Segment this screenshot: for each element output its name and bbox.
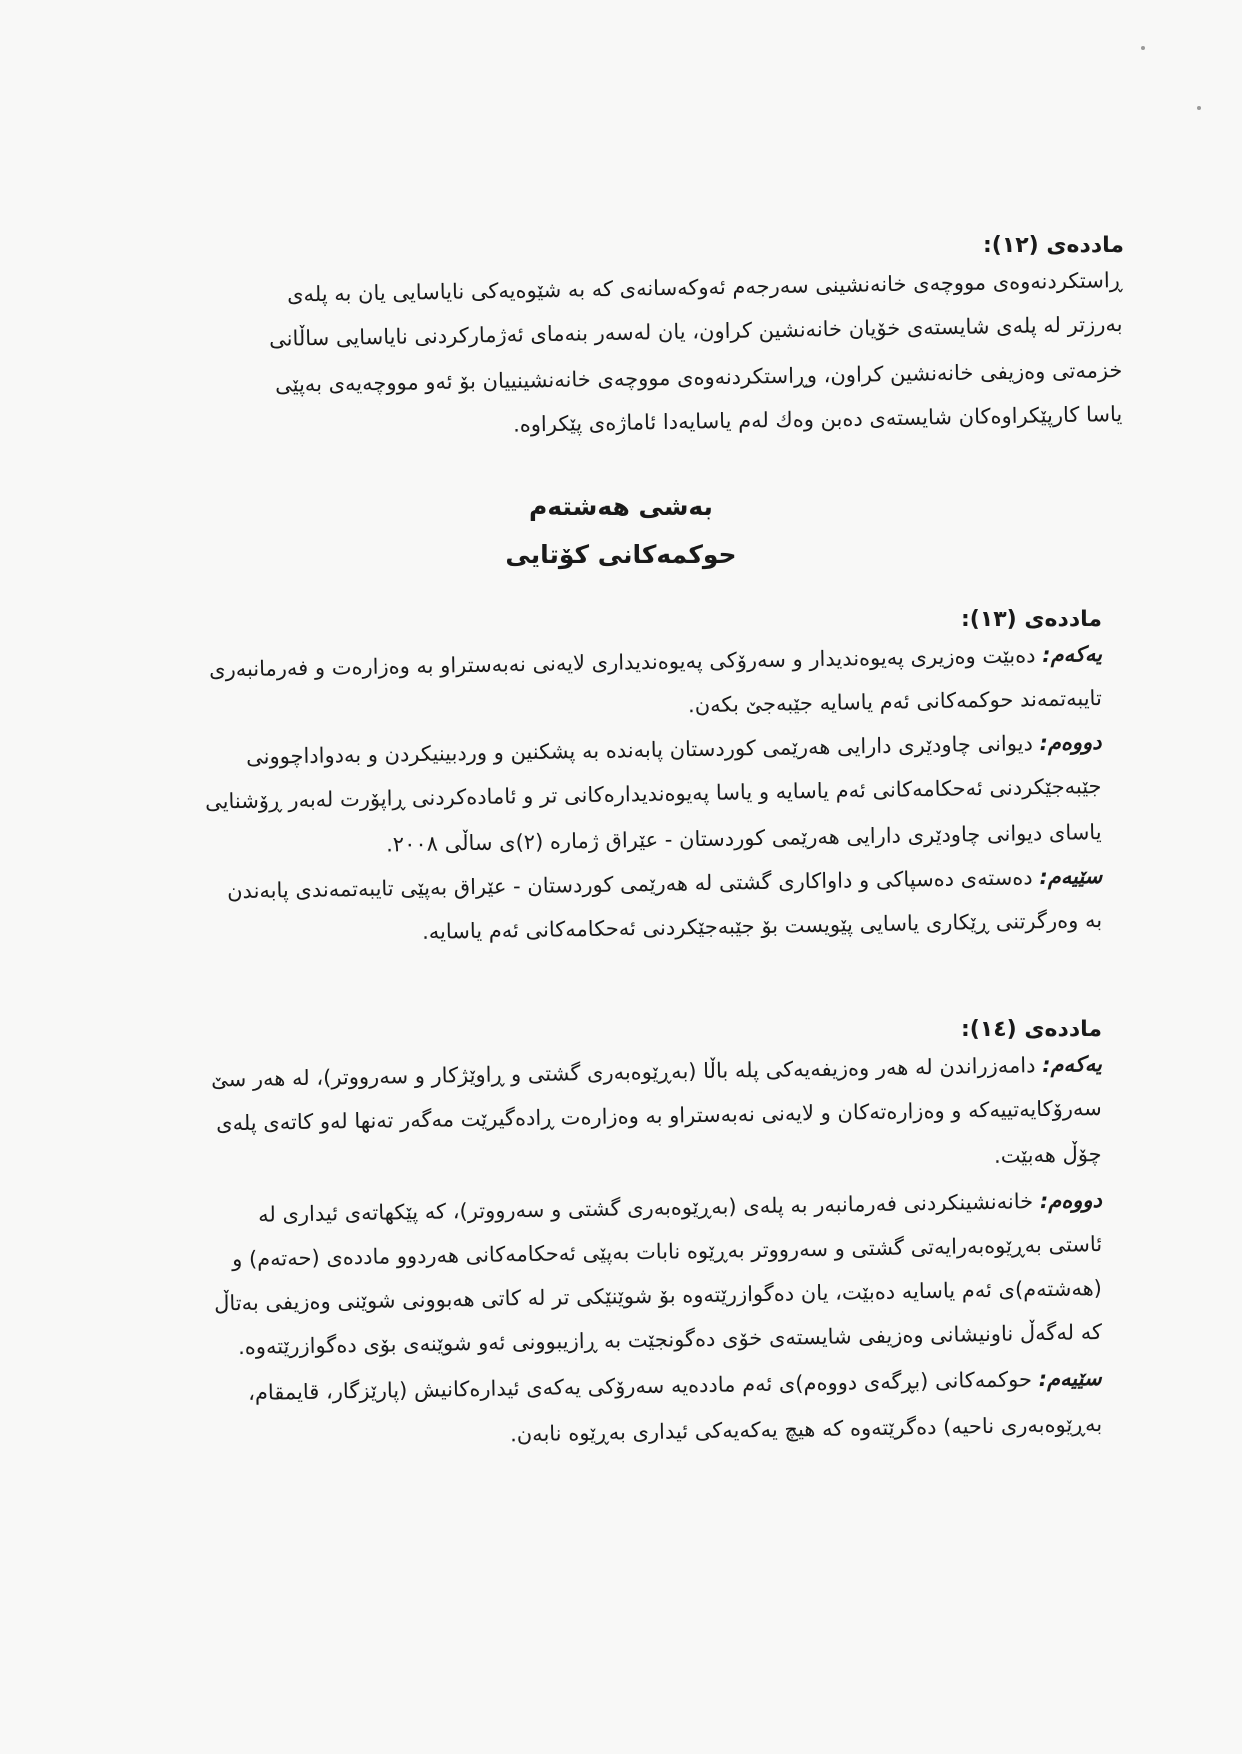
article-14-heading: ماددەی (١٤):: [960, 1017, 1102, 1042]
item-text: دیوانی چاودێری دارایی هەرێمی کوردستان پابەندە بە پشکنین و وردبینیکردن و بەدواداچوونی: [246, 731, 1041, 769]
article-13-item-2-cont: جێبەجێکردنی ئەحکامەکانی ئەم یاسایە و یاسا پەیوەندیدارەکانی تر و ئامادەکردنی ڕاپۆرت لەبەر ڕۆشنایی: [205, 774, 1103, 814]
article-13-item-2: [246, 728, 1102, 771]
article-14-item-1-cont: چۆڵ هەبێت.: [994, 1142, 1103, 1168]
article-13-item-3: [227, 862, 1103, 905]
article-14-item-1: [211, 1050, 1102, 1094]
item-label: یەکەم:: [1042, 1052, 1103, 1078]
article-14-item-3-cont: بەڕێوەبەری ناحیە) دەگرێتەوە کە هیچ یەکەیەکی ئیداری بەڕێوە نابەن.: [509, 1412, 1103, 1447]
article-13-heading: ماددەی (١٣):: [960, 607, 1102, 632]
scan-speck: [1141, 46, 1145, 50]
article-12-line: یاسا کارپێکراوەکان شایستەی دەبن وەك لەم یاسایەدا ئاماژەی پێکراوە.: [512, 402, 1123, 437]
item-text: دامەزراندن لە هەر وەزیفەیەکی پلە باڵا (بەڕێوەبەری گشتی و ڕاوێژکار و سەرووتر)، لە هەر سێ: [211, 1053, 1043, 1092]
article-13-item-2-cont: یاسای دیوانی چاودێری دارایی هەرێمی کوردستان - عێراق ژمارە (٢)ی ساڵی ٢٠٠٨.: [386, 820, 1103, 857]
article-14-item-2: [258, 1186, 1102, 1229]
item-label: سێیەم:: [1038, 864, 1103, 890]
section-subtitle: حوکمەکانی کۆتایی: [505, 540, 737, 569]
item-label: دووەم:: [1039, 1188, 1103, 1214]
scan-speck: [1197, 106, 1201, 110]
article-12-line: خزمەتی وەزیفی خانەنشین کراون، وڕاستکردنەوەی مووچەی خانەنشینییان بۆ ئەو مووچەیەی بەپێی: [274, 358, 1123, 397]
article-13-item-1: [209, 640, 1102, 684]
item-text: دەبێت وەزیری پەیوەندیدار و سەرۆکی پەیوەندیداری لایەنی نەبەستراو بە وەزارەت و فەرمانبەری: [208, 643, 1043, 682]
item-label: یەکەم:: [1042, 642, 1103, 668]
article-13-item-3-cont: بە وەرگرتنی ڕێکاری یاسایی پێویست بۆ جێبەجێکردنی ئەحکامەکانی ئەم یاسایە.: [421, 908, 1103, 944]
article-14-item-1-cont: سەرۆکایەتییەکە و وەزارەتەکان و لایەنی نەبەستراو بە وەزارەت ڕادەگیرێت مەگەر تەنها لەو کاتەی پلەی: [216, 1096, 1103, 1136]
section-title: بەشی هەشتەم: [529, 492, 713, 521]
item-text: خانەنشینکردنی فەرمانبەر بە پلەی (بەڕێوەبەری گشتی و سەرووتر)، کە پێکهاتەی ئیداری لە: [258, 1189, 1041, 1227]
article-12-heading: ماددەی (١٢):: [982, 233, 1124, 258]
article-14-item-3: [248, 1364, 1102, 1407]
article-12-line: بەرزتر لە پلەی شایستەی خۆیان خانەنشین کراون، یان لەسەر بنەمای ئەژمارکردنی نایاسایی ساڵانی: [268, 312, 1123, 351]
article-14-item-2-cont: (هەشتەم)ی ئەم یاسایە دەبێت، یان دەگوازرێتەوە بۆ شوێنێکی تر لە کاتی هەبوونی شوێنی وەزیفی بەتاڵ: [214, 1276, 1103, 1316]
item-label: دووەم:: [1039, 730, 1103, 756]
item-text: حوکمەکانی (بڕگەی دووەم)ی ئەم ماددەیە سەرۆکی یەکەی ئیدارەکانیش (پارێزگار، قایمقام،: [248, 1367, 1040, 1405]
article-13-item-1-cont: تایبەتمەند حوکمەکانی ئەم یاسایە جێبەجێ بکەن.: [688, 686, 1103, 718]
item-label: سێیەم:: [1038, 1366, 1103, 1392]
article-12-line: ڕاستکردنەوەی مووچەی خانەنشینی سەرجەم ئەوکەسانەی کە بە شێوەیەکی نایاسایی یان بە پلەی: [286, 268, 1123, 307]
item-text: دەستەی دەسپاکی و داواکاری گشتی لە هەرێمی کوردستان - عێراق بەپێی تایبەتمەندی پابەندن: [226, 865, 1040, 904]
article-14-item-2-cont: ئاستی بەڕێوەبەرایەتی گشتی و سەرووتر بەڕێوە نابات بەپێی ئەحکامەکانی هەردوو ماددەی (حەتەم) و: [231, 1232, 1103, 1272]
article-14-item-2-cont: کە لەگەڵ ناونیشانی وەزیفی شایستەی خۆی دەگونجێت بە ڕازیبوونی ئەو شوێنەی بۆی دەگوازرێتەوە.: [237, 1320, 1103, 1360]
